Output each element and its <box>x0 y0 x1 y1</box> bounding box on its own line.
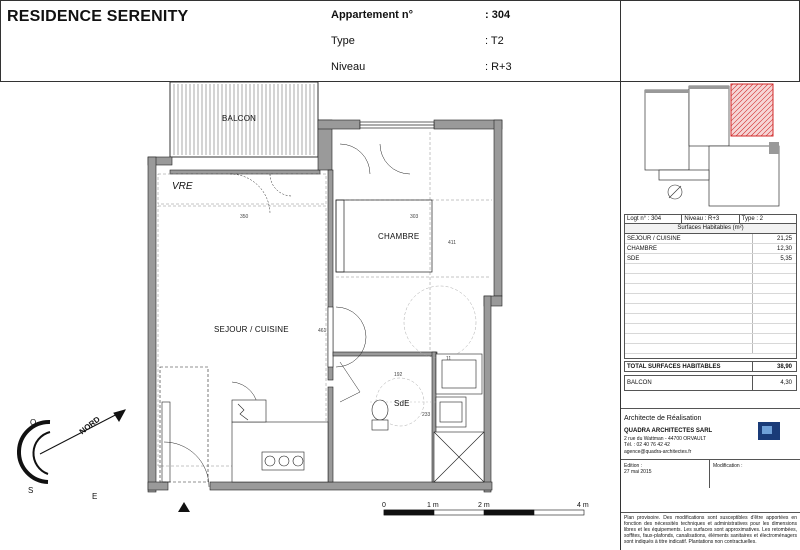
dimension-303: 303 <box>410 214 419 220</box>
architect-logo <box>758 422 780 440</box>
scale-4m-label: 4 m <box>577 502 589 509</box>
niveau-label: Niveau <box>331 61 366 73</box>
dimension-11: 11 <box>446 356 452 362</box>
balcon-row <box>624 375 797 391</box>
row-name: SDE <box>627 256 640 262</box>
table-row-empty <box>625 334 796 344</box>
scale-2m-label: 2 m <box>478 502 490 509</box>
type-value: : T2 <box>485 35 504 47</box>
dimension-461: 461 <box>318 328 327 334</box>
architect-block <box>621 408 800 512</box>
header <box>0 0 800 82</box>
dimension-192: 192 <box>394 372 403 378</box>
table-row-empty <box>625 314 796 324</box>
appartement-value: : 304 <box>485 9 511 21</box>
compass-nord-label: NORD <box>77 414 102 437</box>
entrance-arrow <box>178 502 190 512</box>
row-value: 5,35 <box>752 254 796 263</box>
dimension-411: 411 <box>448 240 456 246</box>
niveau-value: : R+3 <box>485 61 512 73</box>
dimension-350: 350 <box>240 214 249 220</box>
row-name: SEJOUR / CUISINE <box>627 236 681 242</box>
edition-divider <box>709 460 710 488</box>
balcon-label: BALCON <box>627 380 652 386</box>
room-sde-label: SdE <box>394 399 410 408</box>
total-label: TOTAL SURFACES HABITABLES <box>627 364 721 370</box>
floor-plan-drawing <box>0 82 620 550</box>
table-row-empty <box>625 324 796 334</box>
edition-label: Edition : <box>624 463 643 469</box>
type-label: Type <box>331 35 355 47</box>
surface-table-header <box>624 214 797 224</box>
table-type: Type : 2 <box>741 216 764 222</box>
appartement-label: Appartement n° <box>331 9 414 21</box>
table-row-empty <box>625 274 796 284</box>
surface-table <box>624 214 797 391</box>
location-minimap <box>639 82 794 212</box>
table-row <box>625 254 796 264</box>
entrance <box>160 367 208 482</box>
compass-e-label: E <box>92 492 98 501</box>
balcon-value: 4,30 <box>752 376 796 390</box>
scale-bar <box>384 510 584 515</box>
disclaimer-text: Plan provisoire. Des modifications sont susceptibles d'être apportées en fonction des nécessités techniques et administratives pour les dimensions libres et les équipements. Les surfaces sont approximatives. Les retombées, soffites, faux-plafonds, canalisations, éléments sanitaires et électroménagers sont indiqués à titre indicatif. Plantations non contractuelles. <box>621 512 800 550</box>
compass-s-label: S <box>28 486 34 495</box>
vre-label: VRE <box>172 181 193 192</box>
total-value: 38,90 <box>752 362 796 371</box>
room-balcon-label: BALCON <box>222 114 257 123</box>
table-row-empty <box>625 304 796 314</box>
architect-email[interactable]: agence@quadra-architectes.fr <box>624 449 692 455</box>
table-row-empty <box>625 264 796 274</box>
row-value: 12,30 <box>752 244 796 253</box>
kitchen <box>232 400 328 482</box>
windows <box>360 122 434 128</box>
architect-tel: Tél. : 02 40 76 42 42 <box>624 442 670 448</box>
architect-address: 2 rue du Wattman - 44700 ORVAULT <box>624 436 707 442</box>
edition-box <box>621 459 800 487</box>
total-row <box>624 361 797 372</box>
table-row-empty <box>625 294 796 304</box>
surface-table-subtitle: Surfaces Habitables (m²) <box>624 224 797 234</box>
room-chambre-label: CHAMBRE <box>378 232 420 241</box>
surface-rows <box>624 234 797 359</box>
scale-0-label: 0 <box>382 502 386 509</box>
architect-title: Architecte de Réalisation <box>624 415 702 422</box>
bathroom <box>372 354 484 482</box>
floor-plan <box>0 82 620 550</box>
architect-name: QUADRA ARCHITECTES SARL <box>624 428 713 434</box>
row-name: CHAMBRE <box>627 246 658 252</box>
edition-value: 27 mai 2015 <box>624 469 652 475</box>
residence-title: RESIDENCE SERENITY <box>7 8 189 25</box>
table-row <box>625 244 796 254</box>
room-sejour-label: SEJOUR / CUISINE <box>214 325 289 334</box>
row-value: 21,25 <box>752 234 796 243</box>
table-row <box>625 234 796 244</box>
table-row-empty <box>625 284 796 294</box>
dimension-233: 233 <box>422 412 431 418</box>
logt-number: Logt n° : 304 <box>625 215 682 223</box>
table-row-empty <box>625 344 796 354</box>
modification-label: Modification : <box>713 463 743 469</box>
scale-1m-label: 1 m <box>427 502 439 509</box>
compass-o-label: O <box>30 418 37 427</box>
info-panel <box>621 82 800 550</box>
table-niveau: Niveau : R+3 <box>682 215 739 223</box>
